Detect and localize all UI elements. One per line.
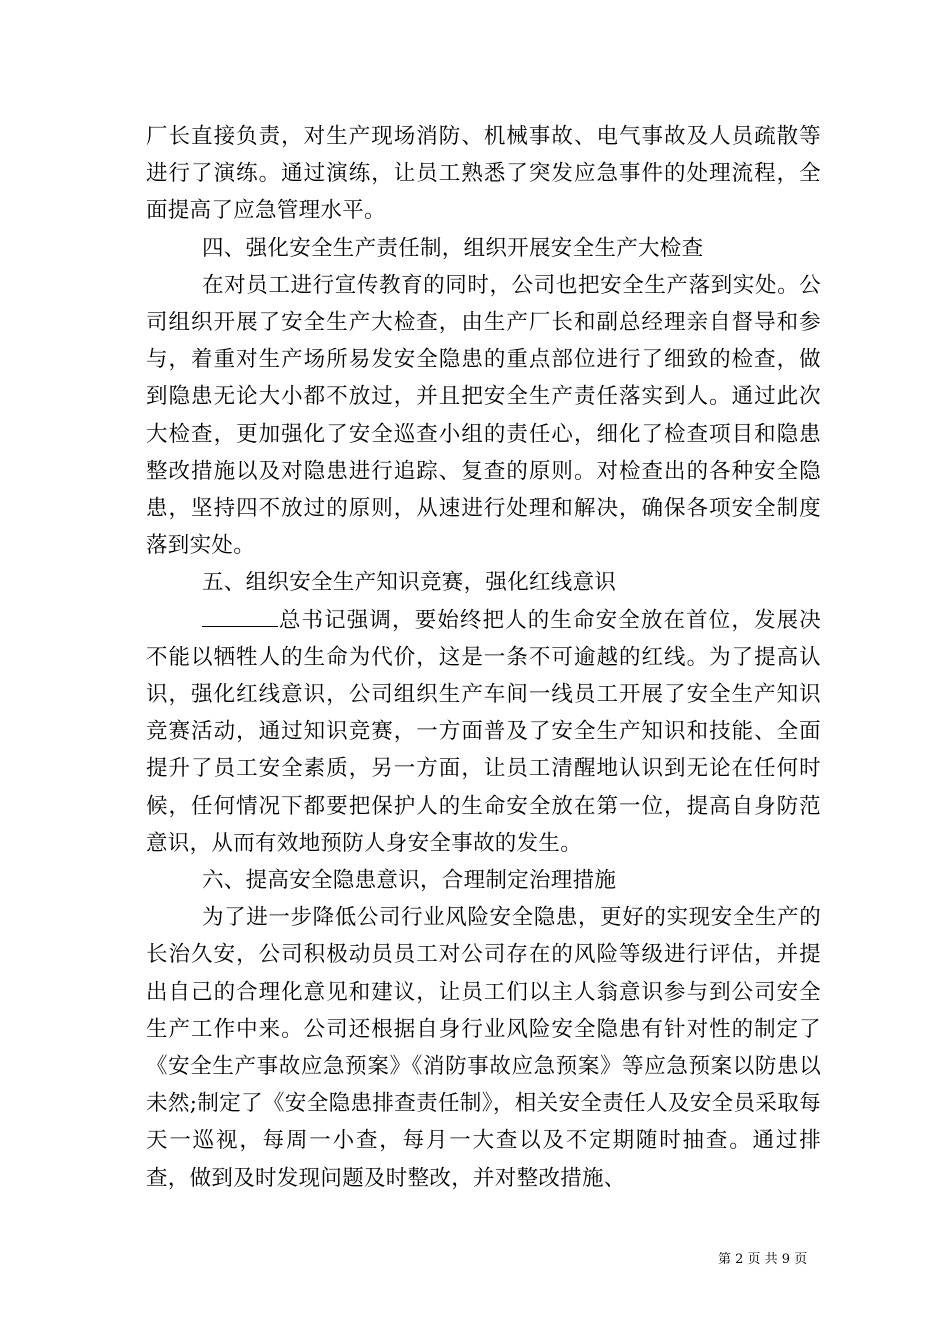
paragraph-redline — [146, 602, 821, 862]
paragraph-drill-summary: 厂长直接负责，对生产现场消防、机械事故、电气事故及人员疏散等进行了演练。通过演练，让员工熟悉了突发应急事件的处理流程，全面提高了应急管理水平。 — [146, 124, 821, 224]
section-heading-6: 六、提高安全隐患意识，合理制定治理措施 — [202, 868, 617, 894]
paragraph-inspection: 在对员工进行宣传教育的同时，公司也把安全生产落到实处。公司组织开展了安全生产大检查，由生产厂长和副总经理亲自督导和参与，着重对生产场所易发安全隐患的重点部位进行了细致的检查，做到隐患无论大小都不放过，并且把安全生产责任落实到人。通过此次大检查，更加强化了安全巡查小组的责任心，细化了检查项目和隐患整改措施以及对隐患进行追踪、复查的原则。对检查出的各种安全隐患，坚持四不放过的原则，从速进行处理和解决，确保各项安全制度落到实处。 — [146, 272, 821, 559]
document-body — [146, 118, 821, 1197]
paragraph-hazard-measures: 为了进一步降低公司行业风险安全隐患，更好的实现安全生产的长治久安，公司积极动员员工对公司存在的风险等级进行评估，并提出自己的合理化意见和建议，让员工们以主人翁意识参与到公司安全生产工作中来。公司还根据自身行业风险安全隐患有针对性的制定了《安全生产事故应急预案》《消防事故应急预案》等应急预案以防患以未然;制定了《安全隐患排查责任制》，相关安全责任人及安全员采取每天一巡视，每周一小查，每月一大查以及不定期随时抽查。通过排查，做到及时发现问题及时整改，并对整改措施、 — [146, 905, 821, 1191]
blank-underline — [202, 608, 278, 627]
section-heading-5: 五、组织安全生产知识竞赛，强化红线意识 — [202, 570, 617, 596]
paragraph-redline-text: 总书记强调，要始终把人的生命安全放在首位，发展决不能以牺牲人的生命为代价，这是一条不可逾越的红线。为了提高认识，强化红线意识，公司组织生产车间一线员工开展了安全生产知识竞赛活动，通过知识竞赛，一方面普及了安全生产知识和技能、全面提升了员工安全素质，另一方面，让员工清醒地认识到无论在任何时候，任何情况下都要把保护人的生命安全放在第一位，提高自身防范意识，从而有效地预防人身安全事故的发生。 — [146, 607, 821, 856]
page-number-footer: 第 2 页 共 9 页 — [718, 1252, 808, 1267]
section-heading-4: 四、强化安全生产责任制，组织开展安全生产大检查 — [202, 235, 704, 261]
